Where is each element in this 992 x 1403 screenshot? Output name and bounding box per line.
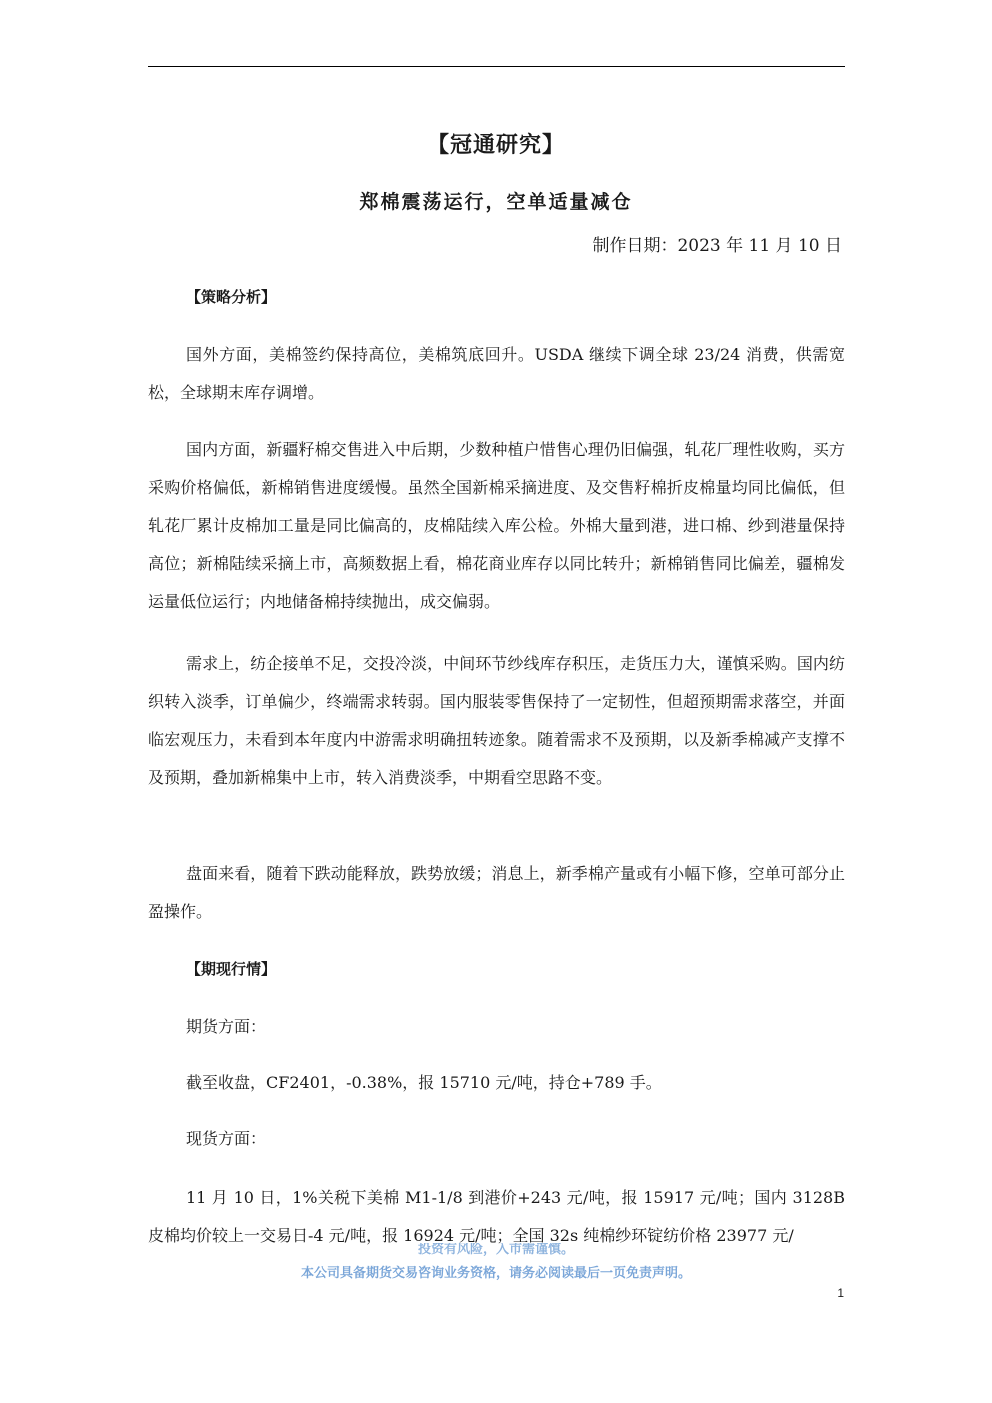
strategy-paragraph-overseas: 国外方面，美棉签约保持高位，美棉筑底回升。USDA 继续下调全球 23/24 消费，供需宽松，全球期末库存调增。 xyxy=(148,345,845,402)
spot-text: 11 月 10 日，1%关税下美棉 M1-1/8 到港价+243 元/吨，报 15917 元/吨；国内 3128B 皮棉均价较上一交易日-4 元/吨，报 16924 元/吨；全国 32s 纯棉纱环锭纺价格 23977 元/ xyxy=(148,1188,845,1245)
header-rule xyxy=(148,66,845,67)
page-number: 1 xyxy=(837,1286,844,1300)
section-title-market: 【期现行情】 xyxy=(186,960,277,978)
futures-label: 期货方面： xyxy=(186,1017,267,1036)
strategy-paragraph-outlook: 盘面来看，随着下跌动能释放，跌势放缓；消息上，新季棉产量或有小幅下修，空单可部分止盈操作。 xyxy=(148,864,845,921)
spot-label: 现货方面： xyxy=(186,1129,267,1148)
futures-text: 截至收盘，CF2401，-0.38%，报 15710 元/吨，持仓+789 手。 xyxy=(186,1073,662,1092)
qualification-disclaimer: 本公司具备期货交易咨询业务资格，请务必阅读最后一页免责声明。 xyxy=(300,1266,691,1281)
strategy-paragraph-demand: 需求上，纺企接单不足，交投冷淡，中间环节纱线库存积压，走货压力大，谨慎采购。国内纺织转入淡季，订单偏少，终端需求转弱。国内服装零售保持了一定韧性，但超预期需求落空，并面临宏观压力，未看到本年度内中游需求明确扭转迹象。随着需求不及预期，以及新季棉减产支撑不及预期，叠加新棉集中上市，转入消费淡季，中期看空思路不变。 xyxy=(148,654,845,787)
risk-disclaimer: 投资有风险，入市需谨慎。 xyxy=(417,1243,574,1257)
strategy-paragraph-domestic: 国内方面，新疆籽棉交售进入中后期，少数种植户惜售心理仍旧偏强，轧花厂理性收购，买方采购价格偏低，新棉销售进度缓慢。虽然全国新棉采摘进度、及交售籽棉折皮棉量均同比偏低，但轧花厂累计皮棉加工量是同比偏高的，皮棉陆续入库公检。外棉大量到港，进口棉、纱到港量保持高位；新棉陆续采摘上市，高频数据上看，棉花商业库存以同比转升；新棉销售同比偏差，疆棉发运量低位运行；内地储备棉持续抛出，成交偏弱。 xyxy=(148,440,845,611)
report-headline: 郑棉震荡运行，空单适量减仓 xyxy=(359,191,633,213)
brand-title: 【冠通研究】 xyxy=(426,132,565,158)
section-title-strategy: 【策略分析】 xyxy=(186,288,277,306)
report-date: 制作日期：2023 年 11 月 10 日 xyxy=(592,236,842,256)
